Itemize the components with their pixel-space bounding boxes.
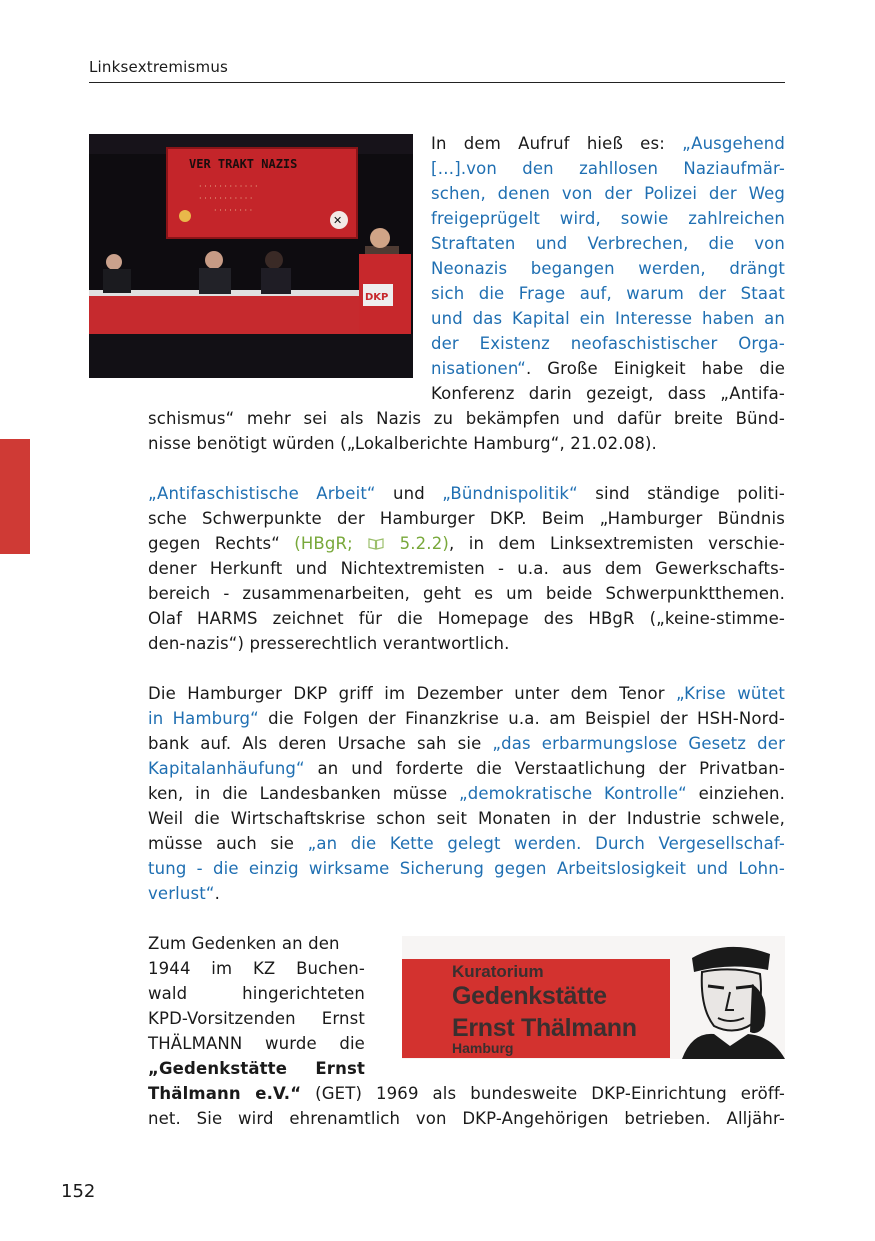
bold-span: Thälmann e.V.“	[148, 1084, 302, 1103]
svg-text:· · · · · · · · · · ·: · · · · · · · · · · ·	[199, 194, 253, 203]
p4-line: THÄLMANN wurde die	[148, 1034, 365, 1053]
header-rule	[89, 82, 785, 83]
svg-text:DKP: DKP	[365, 292, 389, 303]
quote-span: „Bündnispolitik“	[442, 484, 578, 503]
gedenkstaette-logo	[402, 936, 785, 1059]
text-span: einziehen.	[686, 784, 785, 803]
text-span: ken, in die Landesbanken müsse	[148, 784, 460, 803]
cross-reference[interactable]: (HBgR;	[294, 534, 368, 553]
text-span: Die Hamburger DKP griff im Dezember unter dem Tenor	[148, 684, 677, 703]
quote-span: „Ausgehend	[682, 134, 785, 153]
text-span: sind ständige politi-	[577, 484, 785, 503]
p2-line: Olaf HARMS zeichnet für die Homepage des HBgR („keine-stimme-	[148, 609, 785, 628]
p4-line: Zum Gedenken an den	[148, 934, 340, 953]
p3-line	[148, 756, 785, 781]
cross-reference-number[interactable]: 5.2.2)	[385, 534, 449, 553]
p1-line: schen, denen von der Polizei der Weg	[431, 184, 785, 203]
chapter-margin-tab	[0, 439, 30, 554]
quote-span: in Hamburg“	[148, 709, 259, 728]
p1-line	[431, 356, 785, 381]
logo-text-gedenkstaette: Gedenkstätte	[452, 982, 607, 1010]
running-head: Linksextremismus	[89, 58, 229, 76]
svg-text:· · · · · · · ·: · · · · · · · ·	[214, 206, 253, 215]
text-span: In dem Aufruf hieß es:	[431, 134, 683, 153]
p3-line	[148, 831, 785, 856]
svg-text:✕: ✕	[333, 214, 343, 227]
p4-line: 1944 im KZ Buchen-	[148, 959, 365, 978]
p1-line: Konferenz darin gezeigt, dass „Antifa-	[431, 384, 785, 403]
text-span: . Große Einigkeit habe die	[525, 359, 785, 378]
logo-text-hamburg: Hamburg	[452, 1040, 514, 1056]
quote-span: verlust“	[148, 884, 215, 903]
quote-span: nisationen“	[431, 359, 526, 378]
text-span: bank auf. Als deren Ursache sah sie	[148, 734, 493, 753]
text-span: (GET) 1969 als bundesweite DKP-Einrichtung eröff-	[301, 1084, 785, 1103]
p4-line: KPD-Vorsitzenden Ernst	[148, 1009, 365, 1028]
p3-line: Weil die Wirtschaftskrise schon seit Monaten in der Industrie schwele,	[148, 809, 785, 828]
page-number: 152	[61, 1181, 96, 1202]
text-span: an und forderte die Verstaatlichung der Privatban-	[304, 759, 785, 778]
p3-line	[148, 881, 785, 906]
p1-line: schismus“ mehr sei als Nazis zu bekämpfen und dafür breite Bünd-	[148, 409, 785, 428]
p1-line	[431, 131, 785, 156]
conference-photo	[89, 134, 413, 378]
svg-text:· · · · · · · · · · · ·: · · · · · · · · · · · ·	[199, 182, 258, 191]
p2-line: bereich - zusammenarbeiten, geht es um beide Schwerpunktthemen.	[148, 584, 785, 603]
p3-line	[148, 706, 785, 731]
p3-line: tung - die einzig wirksame Sicherung gegen Arbeitslosigkeit und Lohn-	[148, 859, 785, 878]
text-span: und	[375, 484, 443, 503]
p3-line	[148, 731, 785, 756]
p1-line: […].von den zahllosen Naziaufmär-	[431, 159, 785, 178]
p1-line: sich die Frage auf, warum der Staat	[431, 284, 785, 303]
portrait-illustration	[672, 936, 785, 1059]
quote-span: „Antifaschistische Arbeit“	[148, 484, 376, 503]
text-span: die Folgen der Finanzkrise u.a. am Beispiel der HSH-Nord-	[258, 709, 785, 728]
p1-line: der Existenz neofaschistischer Orga-	[431, 334, 785, 353]
logo-text-kuratorium: Kuratorium	[452, 962, 544, 981]
quote-span: „Krise wütet	[676, 684, 785, 703]
p2-line	[148, 531, 785, 556]
p2-line	[148, 481, 785, 506]
p1-line: freigeprügelt wird, sowie zahlreichen	[431, 209, 785, 228]
p4-line: „Gedenkstätte Ernst	[148, 1059, 365, 1078]
p4-line	[148, 1081, 785, 1106]
p4-line: net. Sie wird ehrenamtlich von DKP-Angehörigen betrieben. Alljähr-	[148, 1109, 785, 1128]
quote-span: „demokratische Kontrolle“	[459, 784, 687, 803]
text-span: .	[214, 884, 220, 903]
p4-line: wald hingerichteten	[148, 984, 365, 1003]
quote-span: Kapitalanhäufung“	[148, 759, 305, 778]
logo-text-ernst-thaelmann: Ernst Thälmann	[452, 1014, 637, 1042]
p1-line: nisse benötigt würden („Lokalberichte Hamburg“, 21.02.08).	[148, 434, 657, 453]
p1-line: Straftaten und Verbrechen, die von	[431, 234, 785, 253]
book-reference-icon	[368, 537, 384, 550]
text-span: , in dem Linksextremisten verschie-	[448, 534, 785, 553]
text-span: müsse auch sie	[148, 834, 308, 853]
svg-text:VER TRAKT NAZIS: VER TRAKT NAZIS	[189, 157, 298, 171]
p1-line: und das Kapital ein Interesse haben an	[431, 309, 785, 328]
p3-line	[148, 781, 785, 806]
quote-span: „an die Kette gelegt werden. Durch Vergesellschaf-	[307, 834, 785, 853]
quote-span: „das erbarmungslose Gesetz der	[492, 734, 785, 753]
p2-line: dener Herkunft und Nichtextremisten - u.a. aus dem Gewerkschafts-	[148, 559, 785, 578]
conference-photo-graphic	[89, 134, 413, 378]
text-span: gegen Rechts“	[148, 534, 295, 553]
p2-line: den-nazis“) presserechtlich verantwortlich.	[148, 634, 510, 653]
p2-line: sche Schwerpunkte der Hamburger DKP. Beim „Hamburger Bündnis	[148, 509, 785, 528]
p1-line: Neonazis begangen werden, drängt	[431, 259, 785, 278]
p3-line	[148, 681, 785, 706]
